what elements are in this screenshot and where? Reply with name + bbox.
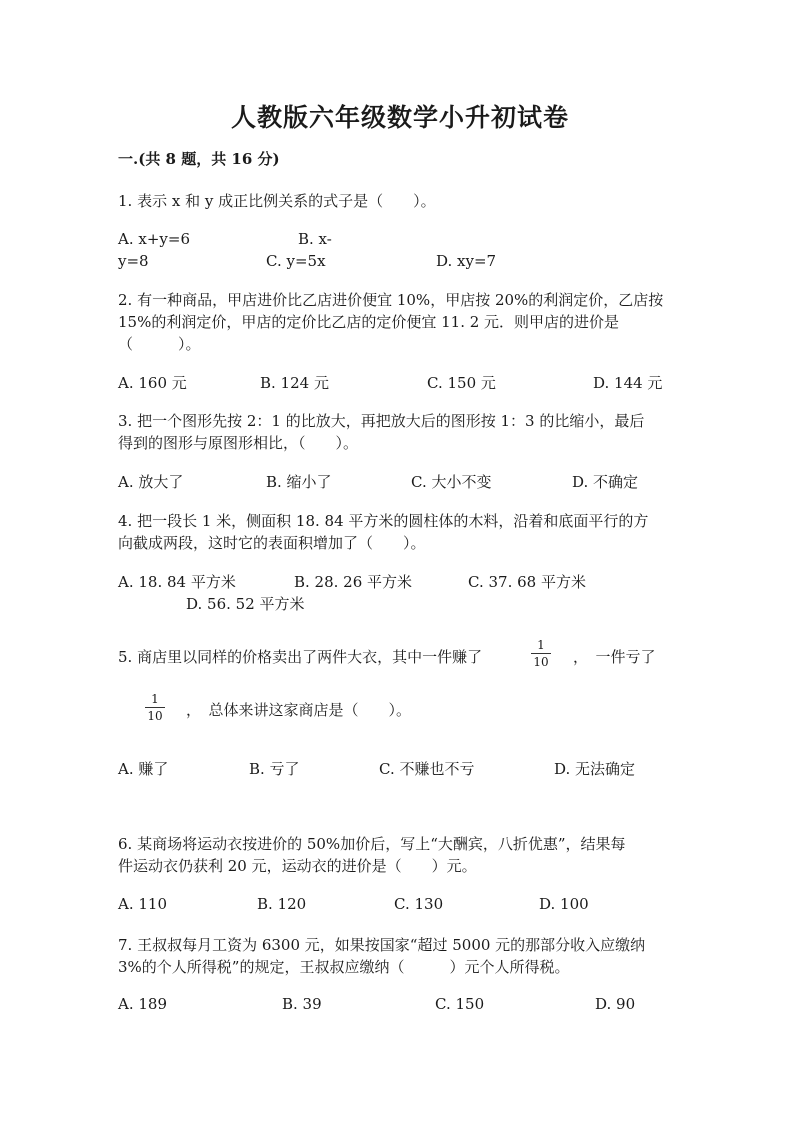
question-5-option-b: B. 亏了 — [249, 760, 300, 778]
question-7-option-c: C. 150 — [435, 995, 485, 1013]
question-4-line-1: 4. 把一段长 1 米，侧面积 18. 84 平方米的圆柱体的木料，沿着和底面平行的方 — [118, 512, 649, 530]
fraction-numerator: 1 — [151, 692, 159, 706]
question-1-option-b: B. x- — [298, 230, 332, 248]
question-3-option-b: B. 缩小了 — [266, 473, 332, 491]
question-4-line-2: 向截成两段，这时它的表面积增加了（ ）。 — [118, 534, 426, 552]
fraction-bar — [531, 653, 551, 654]
question-7-line-2: 3%的个人所得税”的规定，王叔叔应缴纳（ ）元个人所得税。 — [118, 958, 570, 976]
question-7-line-1: 7. 王叔叔每月工资为 6300 元，如果按国家“超过 5000 元的那部分收入应缴纳 — [118, 936, 646, 954]
question-2-line-1: 2. 有一种商品，甲店进价比乙店进价便宜 10%，甲店按 20%的利润定价，乙店按 — [118, 291, 664, 309]
question-2-line-3: （ ）。 — [118, 335, 201, 353]
question-3-option-a: A. 放大了 — [118, 473, 184, 491]
question-5-fraction-1 — [531, 638, 551, 669]
question-4-option-d: D. 56. 52 平方米 — [186, 595, 305, 613]
question-2-option-a: A. 160 元 — [118, 374, 187, 392]
section-heading: 一.(共 8 题，共 16 分) — [118, 150, 280, 168]
question-7-option-d: D. 90 — [595, 995, 636, 1013]
question-3-line-1: 3. 把一个图形先按 2：1 的比放大，再把放大后的图形按 1：3 的比缩小，最后 — [118, 412, 645, 430]
question-2-option-b: B. 124 元 — [260, 374, 329, 392]
question-6-option-d: D. 100 — [539, 895, 589, 913]
question-5-option-d: D. 无法确定 — [554, 760, 636, 778]
question-6-option-a: A. 110 — [118, 895, 167, 913]
question-6-line-1: 6. 某商场将运动衣按进价的 50%加价后，写上“大酬宾，八折优惠”，结果每 — [118, 835, 626, 853]
question-5-option-a: A. 赚了 — [118, 760, 169, 778]
question-1-option-a: A. x+y=6 — [118, 230, 190, 248]
fraction-denominator: 10 — [533, 655, 549, 669]
question-1-option-b-continued: y=8 — [118, 252, 149, 270]
question-2-option-c: C. 150 元 — [427, 374, 496, 392]
question-3-line-2: 得到的图形与原图形相比，（ ）。 — [118, 434, 359, 452]
page-title: 人教版六年级数学小升初试卷 — [230, 103, 569, 132]
question-2-line-2: 15%的利润定价，甲店的定价比乙店的定价便宜 11. 2 元．则甲店的进价是 — [118, 313, 620, 331]
question-1-text: 1. 表示 x 和 y 成正比例关系的式子是（ ）。 — [118, 192, 436, 210]
question-7-option-b: B. 39 — [282, 995, 322, 1013]
question-5-fraction-2 — [145, 692, 165, 723]
question-3-option-d: D. 不确定 — [572, 473, 639, 491]
fraction-denominator: 10 — [147, 709, 163, 723]
question-5-line-2: ， 总体来讲这家商店是（ ）。 — [186, 701, 412, 719]
question-5-option-c: C. 不赚也不亏 — [379, 760, 475, 778]
question-7-option-a: A. 189 — [118, 995, 167, 1013]
question-5-line-1-end: ， 一件亏了 — [573, 648, 656, 666]
question-1-option-c: C. y=5x — [266, 252, 326, 270]
question-6-line-2: 件运动衣仍获利 20 元，运动衣的进价是（ ）元。 — [118, 857, 477, 875]
fraction-bar — [145, 707, 165, 708]
question-2-option-d: D. 144 元 — [593, 374, 663, 392]
question-6-option-b: B. 120 — [257, 895, 307, 913]
question-4-option-b: B. 28. 26 平方米 — [294, 573, 413, 591]
fraction-numerator: 1 — [537, 638, 545, 652]
question-4-option-c: C. 37. 68 平方米 — [468, 573, 586, 591]
question-5-line-1-start: 5. 商店里以同样的价格卖出了两件大衣，其中一件赚了 — [118, 648, 483, 666]
question-3-option-c: C. 大小不变 — [411, 473, 492, 491]
question-6-option-c: C. 130 — [394, 895, 444, 913]
question-4-option-a: A. 18. 84 平方米 — [118, 573, 236, 591]
question-1-option-d: D. xy=7 — [436, 252, 497, 270]
